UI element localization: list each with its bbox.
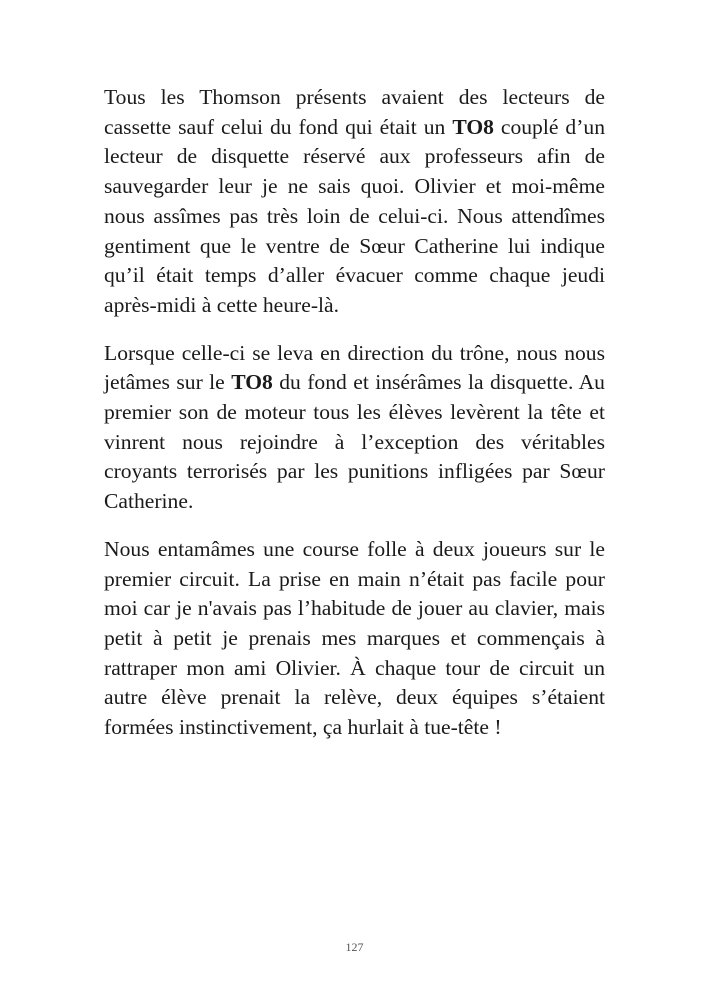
paragraph-3-text-1: Nous entamâmes une course folle à deux joueurs sur le premier circuit. La prise en main n’était pas facile pour moi car je n'avais pas l’habitude de jouer au clavier, mais petit à petit je prenais mes marques et commençais à rattraper mon ami Olivier. À chaque tour de circuit un autre élève prenait la relève, deux équipes s’étaient formées instinctivement, ça hurlait à tue-tête ! — [104, 536, 605, 740]
paragraph-1-text-1: Tous les Thomson présents avaient des lecteurs de cassette sauf celui du fond qui était un — [104, 85, 605, 139]
paragraph-2-text-2: du fond et insérâmes la disquette. Au premier son de moteur tous les élèves levèrent la tête et vinrent nous rejoindre à l’exception des véritables croyants terrorisés par les punitions infligées par Sœur Catherine. — [104, 370, 605, 514]
paragraph-3 — [104, 535, 605, 743]
page-body — [104, 83, 605, 761]
paragraph-1-bold-to8: TO8 — [452, 114, 494, 139]
paragraph-1 — [104, 83, 605, 321]
page-number: 127 — [345, 940, 364, 954]
paragraph-1-text-2: couplé d’un lecteur de disquette réservé aux professeurs afin de sauvegarder leur je ne sais quoi. Olivier et moi-même nous assîmes pas très loin de celui-ci. Nous attendîmes gentiment que le ventre de Sœur Catherine lui indique qu’il était temps d’aller évacuer comme chaque jeudi après-midi à cette heure-là. — [104, 114, 605, 317]
paragraph-2 — [104, 339, 605, 517]
paragraph-2-bold-to8: TO8 — [231, 370, 273, 395]
paragraph-2-text-1: Lorsque celle-ci se leva en direction du trône, nous nous jetâmes sur le — [104, 340, 605, 395]
